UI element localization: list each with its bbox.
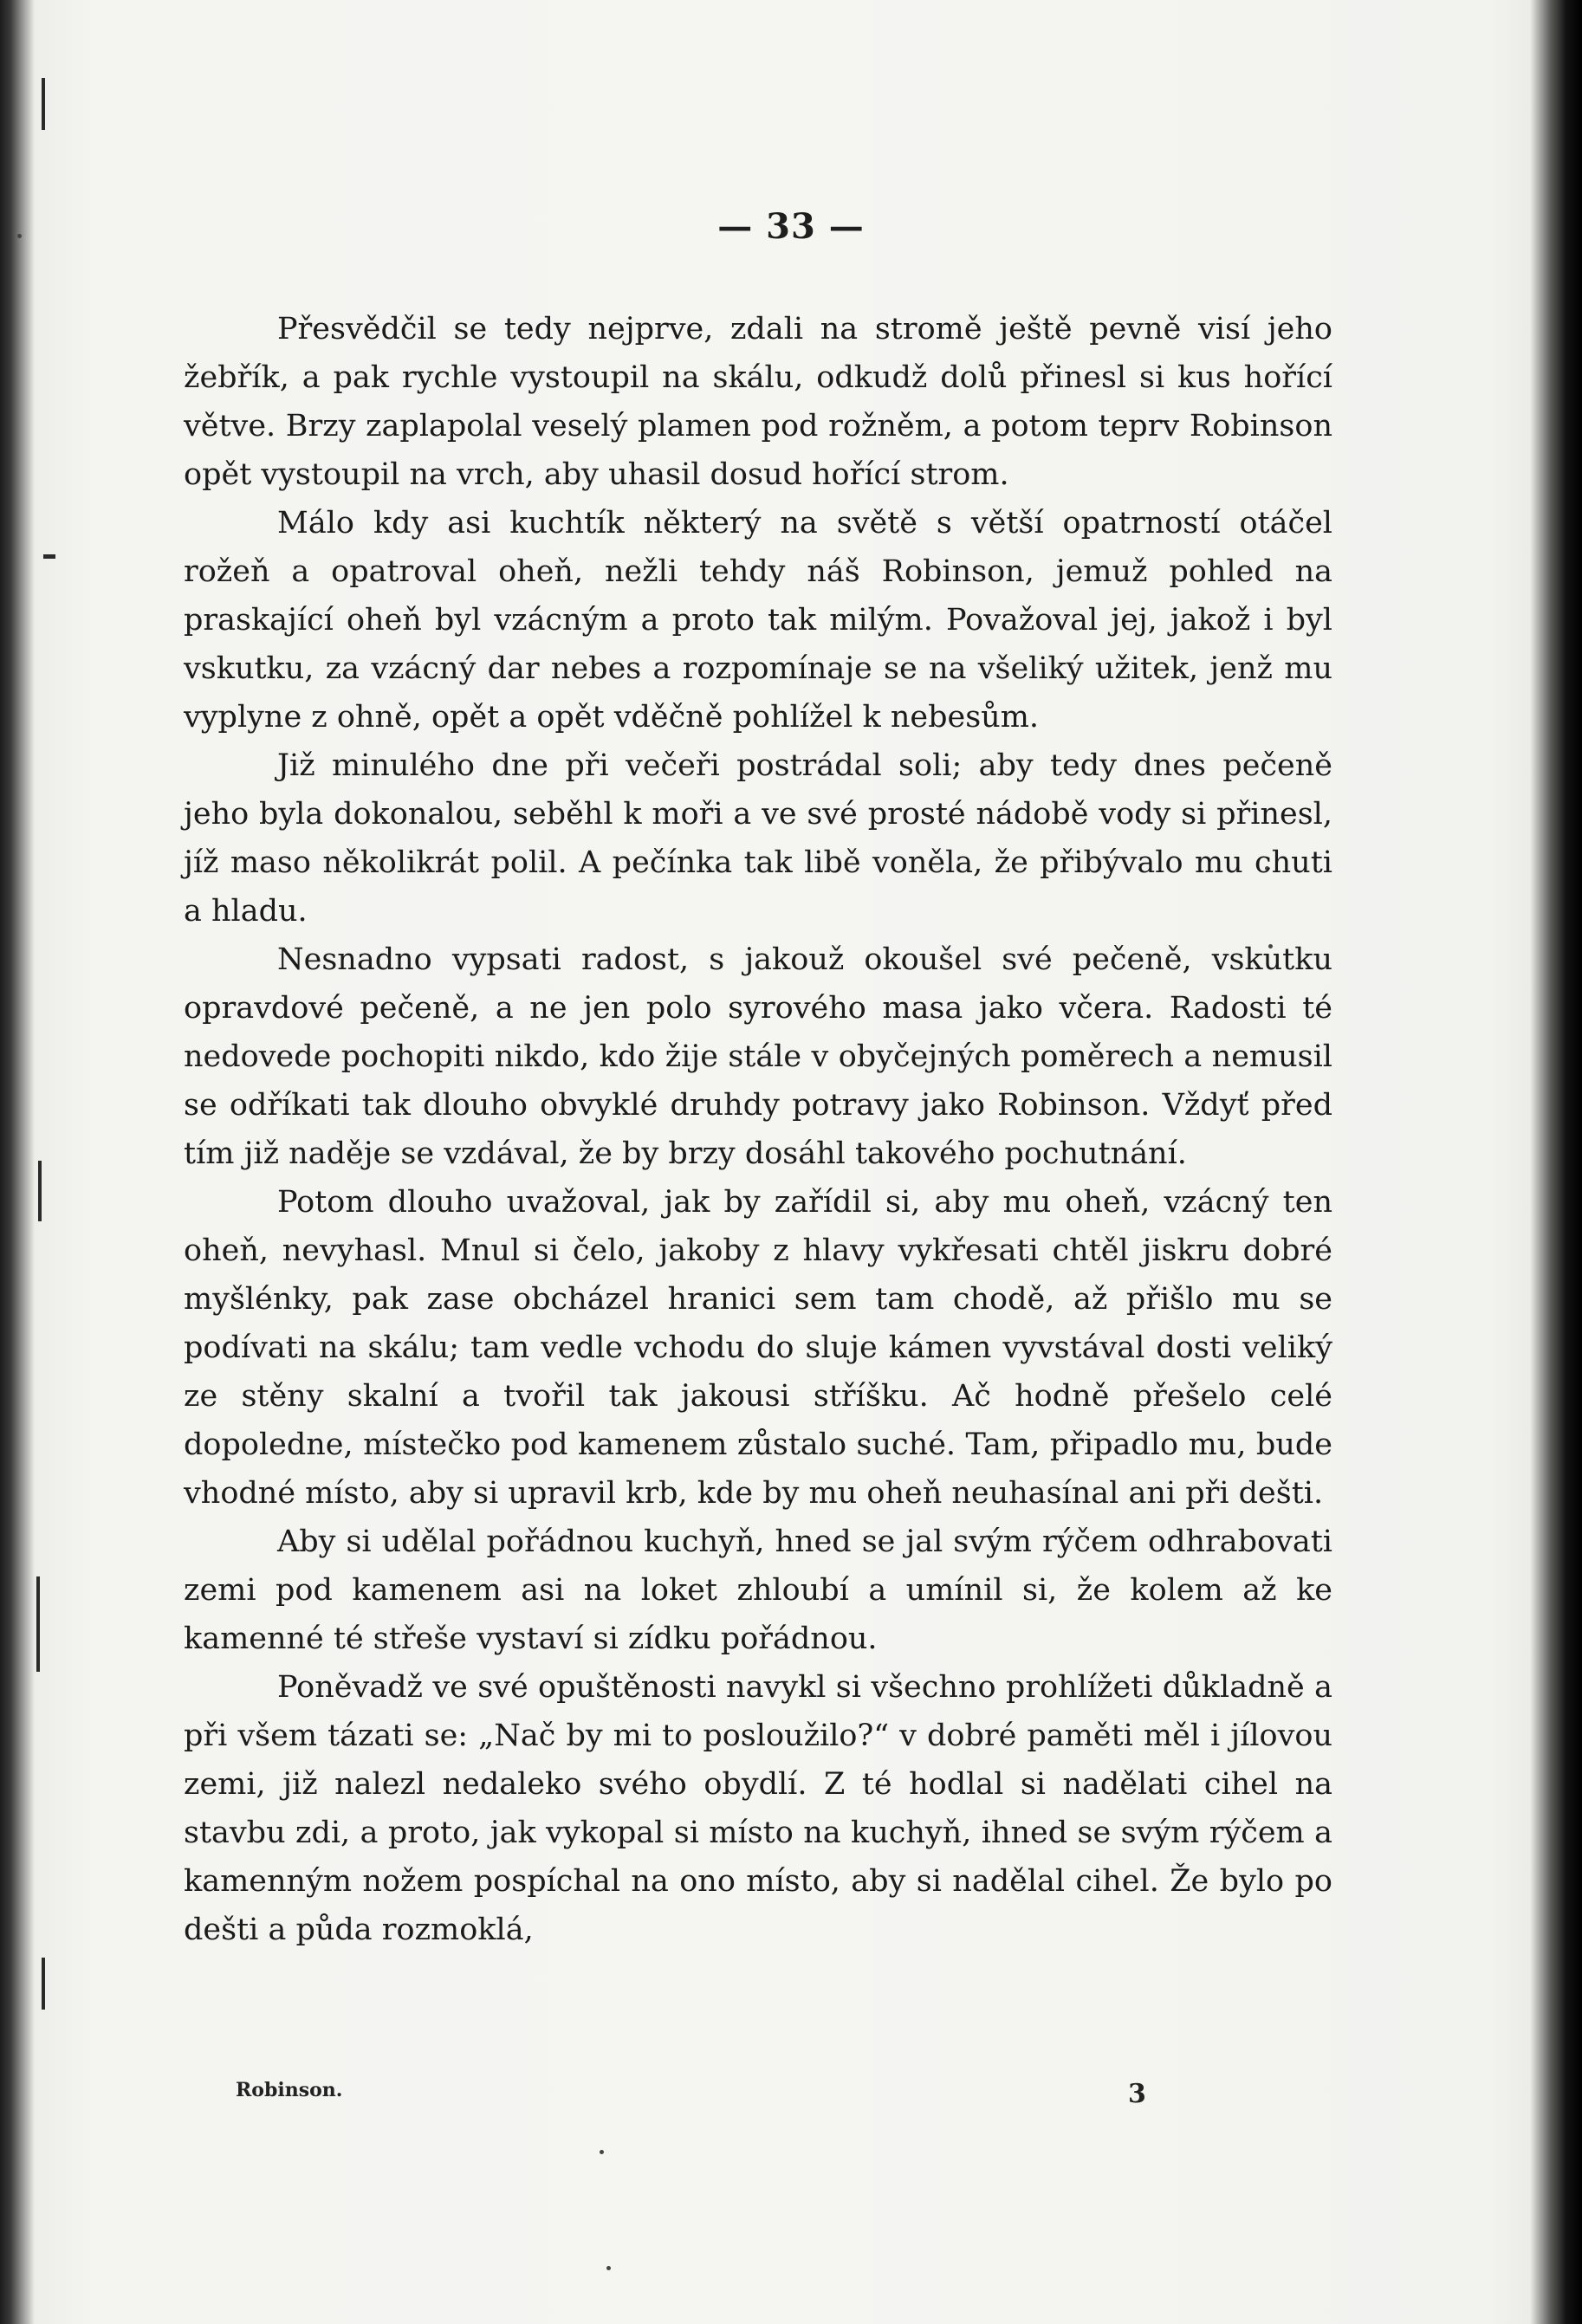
paragraph: Nesnadno vypsati radost, s jakouž okoušel své pečeně, vskutku opravdové pečeně, a ne jen polo syrového masa jako včera. Radosti té nedovede pochopiti nikdo, kdo žije stále v obyčejných poměrech a nemusil se odříkati tak dlouho obvyklé druhdy potravy jako Robinson. Vždyť před tím již naděje se vzdával, že by brzy dosáhl takového pochutnání.	[184, 942, 1332, 1171]
paragraph: Aby si udělal pořádnou kuchyň, hned se jal svým rýčem odhrabovati zemi pod kamenem asi na loket zhloubí a umínil si, že kolem až ke kamenné té střeše vystaví si zídku pořádnou.	[184, 1525, 1332, 1656]
paragraph: Přesvědčil se tedy nejprve, zdali na stromě ještě pevně visí jeho žebřík, a pak rychle vystoupil na skálu, odkudž dolů přinesl si kus hořící větve. Brzy zaplapolal veselý plamen pod rožněm, a potom teprv Robinson opět vystoupil na vrch, aby uhasil dosud hořící strom.	[184, 312, 1332, 492]
paragraph: Již minulého dne při večeři postrádal soli; aby tedy dnes pečeně jeho byla dokonalou, seběhl k moři a ve své prosté nádobě vody si přinesl, jíž maso několikrát polil. A pečínka tak libě voněla, že přibývalo mu chuti a hladu.	[184, 748, 1332, 929]
speck	[606, 2266, 611, 2270]
edge-mark	[42, 78, 45, 130]
edge-mark	[38, 1161, 42, 1221]
edge-mark	[42, 1958, 45, 2010]
paragraph: Poněvadž ve své opuštěnosti navykl si všechno prohlížeti důkladně a při všem tázati se: „Nač by mi to posloužilo?“ v dobré paměti měl i jílovou zemi, již nalezl nedaleko svého obydlí. Z té hodlal si nadělati cihel na stavbu zdi, a proto, jak vykopal si místo na kuchyň, ihned se svým rýčem a kamenným nožem pospíchal na ono místo, aby si nadělal cihel. Že bylo po dešti a půda rozmoklá,	[184, 1670, 1332, 1947]
body-text	[184, 305, 1332, 1954]
paragraph: Málo kdy asi kuchtík některý na světě s větší opatrností otáčel rožeň a opatroval oheň, nežli tehdy náš Robinson, jemuž pohled na praskající oheň byl vzácným a proto tak milým. Považoval jej, jakož i byl vskutku, za vzácný dar nebes a rozpomínaje se na všeliký užitek, jenž mu vyplyne z ohně, opět a opět vděčně pohlížel k nebesům.	[184, 506, 1332, 735]
sheet-number: 3	[1128, 2079, 1146, 2109]
left-page-edge	[0, 0, 35, 2324]
signature-mark: Robinson.	[236, 2079, 343, 2101]
paragraph: Potom dlouho uvažoval, jak by zařídil si, aby mu oheň, vzácný ten oheň, nevyhasl. Mnul si čelo, jakoby z hlavy vykřesati chtěl jiskru dobré myšlénky, pak zase obcházel hranici sem tam chodě, až přišlo mu se podívati na skálu; tam vedle vchodu do sluje kámen vyvstával dosti veliký ze stěny skalní a tvořil tak jakousi stříšku. Ač hodně přešelo celé dopoledne, místečko pod kamenem zůstalo suché. Tam, připadlo mu, bude vhodné místo, aby si upravil krb, kde by mu oheň neuhasínal ani při dešti.	[184, 1185, 1332, 1511]
edge-mark	[36, 1576, 40, 1672]
edge-mark	[43, 554, 55, 559]
right-page-edge	[1530, 0, 1582, 2324]
page-number: — 33 —	[717, 206, 865, 247]
speck	[600, 2150, 604, 2154]
